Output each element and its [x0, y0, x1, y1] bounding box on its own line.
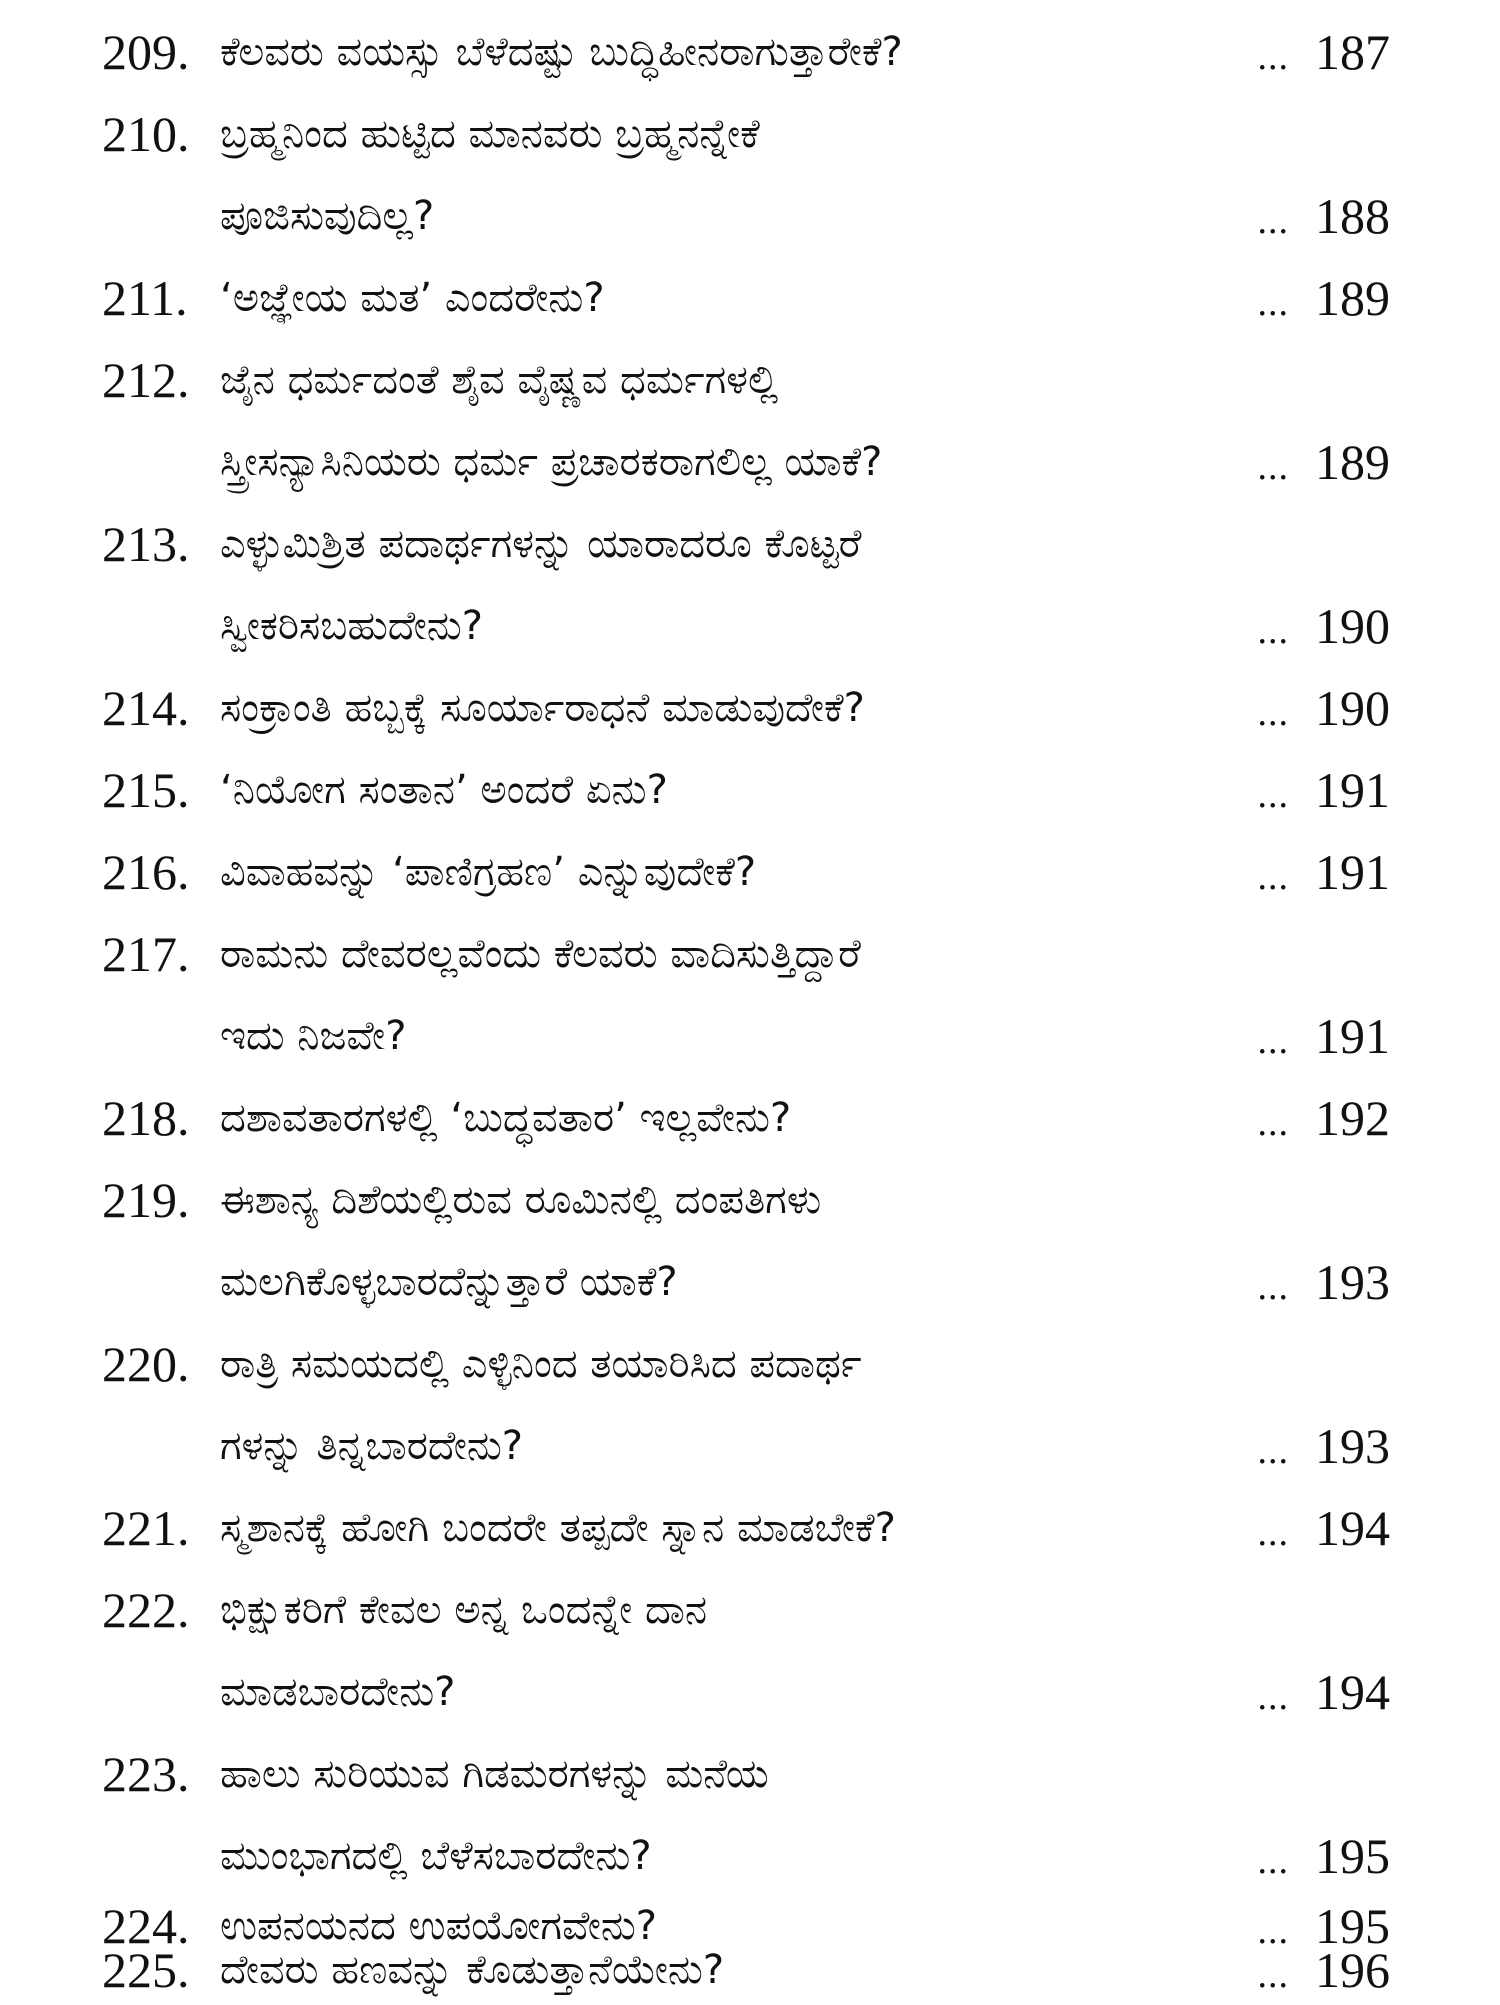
toc-entry-218 [0, 1080, 1500, 1162]
page-number: 190 [1315, 598, 1390, 654]
entry-number: 213. [102, 516, 190, 572]
toc-entry-215 [0, 752, 1500, 834]
entry-page-ref [1258, 1006, 1391, 1071]
leader-dots: ... [1257, 1430, 1289, 1472]
entry-question: ಭಿಕ್ಷುಕರಿಗೆ ಕೇವಲ ಅನ್ನ ಒಂದನ್ನೇ ದಾನ [220, 1587, 708, 1633]
entry-question-continued: ಇದು ನಿಜವೇ? [220, 1013, 407, 1059]
entry-question: ದಶಾವತಾರಗಳಲ್ಲಿ ‘ಬುದ್ಧವತಾರ’ ಇಲ್ಲವೇನು? [220, 1095, 792, 1141]
entry-question: ವಿವಾಹವನ್ನು ‘ಪಾಣಿಗ್ರಹಣ’ ಎನ್ನುವುದೇಕೆ? [220, 849, 757, 895]
toc-entry-223-cont [0, 1818, 1500, 1900]
page-number: 191 [1315, 762, 1390, 818]
toc-entry-213-cont [0, 588, 1500, 670]
page-number: 193 [1315, 1418, 1390, 1474]
toc-entry-211 [0, 260, 1500, 342]
leader-dots: ... [1257, 1102, 1289, 1144]
toc-entry-214 [0, 670, 1500, 752]
entry-question-continued: ಮುಂಭಾಗದಲ್ಲಿ ಬೆಳೆಸಬಾರದೇನು? [220, 1833, 652, 1879]
leader-dots: ... [1257, 1266, 1289, 1308]
entry-page-ref [1258, 596, 1391, 661]
entry-number: 214. [102, 680, 190, 736]
toc-entry-213 [0, 506, 1500, 588]
entry-number: 210. [102, 106, 190, 162]
entry-number: 215. [102, 762, 190, 818]
leader-dots: ... [1257, 610, 1289, 652]
page-number: 191 [1315, 844, 1390, 900]
entry-question: ಜೈನ ಧರ್ಮದಂತೆ ಶೈವ ವೈಷ್ಣವ ಧರ್ಮಗಳಲ್ಲಿ [220, 357, 779, 403]
leader-dots: ... [1257, 856, 1289, 898]
page-number: 196 [1315, 1942, 1390, 1998]
page-number: 193 [1315, 1254, 1390, 1310]
leader-dots: ... [1257, 1020, 1289, 1062]
entry-question: ‘ನಿಯೋಗ ಸಂತಾನ’ ಅಂದರೆ ಏನು? [220, 767, 668, 813]
entry-question-continued: ಸ್ವೀಕರಿಸಬಹುದೇನು? [220, 603, 483, 649]
entry-question: ಎಳ್ಳುಮಿಶ್ರಿತ ಪದಾರ್ಥಗಳನ್ನು ಯಾರಾದರೂ ಕೊಟ್ಟರೆ [220, 521, 862, 567]
page-number: 194 [1315, 1664, 1390, 1720]
entry-number: 223. [102, 1746, 190, 1802]
page-number: 188 [1315, 188, 1390, 244]
toc-entry-219 [0, 1162, 1500, 1244]
leader-dots: ... [1257, 1676, 1289, 1718]
leader-dots: ... [1257, 1840, 1289, 1882]
entry-number: 222. [102, 1582, 190, 1638]
entry-number: 218. [102, 1090, 190, 1146]
page-number: 194 [1315, 1500, 1390, 1556]
entry-page-ref [1258, 1940, 1391, 2005]
entry-page-ref [1258, 22, 1391, 87]
toc-entry-225 [0, 1942, 1500, 2000]
entry-question: ಹಾಲು ಸುರಿಯುವ ಗಿಡಮರಗಳನ್ನು ಮನೆಯ [220, 1751, 769, 1797]
entry-number: 219. [102, 1172, 190, 1228]
entry-question: ರಾಮನು ದೇವರಲ್ಲವೆಂದು ಕೆಲವರು ವಾದಿಸುತ್ತಿದ್ದಾರೆ [220, 931, 861, 977]
entry-question-continued: ಮಾಡಬಾರದೇನು? [220, 1669, 456, 1715]
leader-dots: ... [1257, 1910, 1289, 1952]
page-number: 189 [1315, 270, 1390, 326]
leader-dots: ... [1257, 774, 1289, 816]
toc-entry-222-cont [0, 1654, 1500, 1736]
entry-question: ಈಶಾನ್ಯ ದಿಶೆಯಲ್ಲಿರುವ ರೂಮಿನಲ್ಲಿ ದಂಪತಿಗಳು [220, 1177, 822, 1223]
entry-page-ref [1258, 1252, 1391, 1317]
entry-number: 209. [102, 24, 190, 80]
toc-entry-222 [0, 1572, 1500, 1654]
toc-entry-221 [0, 1490, 1500, 1572]
entry-page-ref [1258, 678, 1391, 743]
entry-number: 216. [102, 844, 190, 900]
toc-entry-210 [0, 96, 1500, 178]
toc-entry-220 [0, 1326, 1500, 1408]
leader-dots: ... [1257, 1512, 1289, 1554]
leader-dots: ... [1257, 446, 1289, 488]
entry-question: ರಾತ್ರಿ ಸಮಯದಲ್ಲಿ ಎಳ್ಳಿನಿಂದ ತಯಾರಿಸಿದ ಪದಾರ್ಥ [220, 1341, 862, 1387]
entry-question: ಕೆಲವರು ವಯಸ್ಸು ಬೆಳೆದಷ್ಟು ಬುದ್ಧಿಹೀನರಾಗುತ್ತಾರೇಕೆ? [220, 29, 903, 75]
entry-question: ‘ಅಜ್ಞೇಯ ಮತ’ ಎಂದರೇನು? [220, 275, 605, 321]
toc-entry-212-cont [0, 424, 1500, 506]
entry-page-ref [1258, 1826, 1391, 1891]
toc-entry-212 [0, 342, 1500, 424]
toc-entry-223 [0, 1736, 1500, 1818]
toc-entry-219-cont [0, 1244, 1500, 1326]
entry-page-ref [1258, 1088, 1391, 1153]
entry-number: 211. [102, 270, 188, 326]
entry-number: 217. [102, 926, 190, 982]
entry-question: ಸ್ಮಶಾನಕ್ಕೆ ಹೋಗಿ ಬಂದರೇ ತಪ್ಪದೇ ಸ್ನಾನ ಮಾಡಬೇಕೆ? [220, 1505, 896, 1551]
leader-dots: ... [1257, 200, 1289, 242]
toc-entry-220-cont [0, 1408, 1500, 1490]
entry-number: 221. [102, 1500, 190, 1556]
page-number: 190 [1315, 680, 1390, 736]
entry-page-ref [1258, 432, 1391, 497]
page-number: 195 [1315, 1898, 1390, 1954]
page-number: 195 [1315, 1828, 1390, 1884]
entry-page-ref [1258, 186, 1391, 251]
toc-entry-217-cont [0, 998, 1500, 1080]
toc-entry-217 [0, 916, 1500, 998]
page-number: 191 [1315, 1008, 1390, 1064]
entry-question-continued: ಮಲಗಿಕೊಳ್ಳಬಾರದೆನ್ನುತ್ತಾರೆ ಯಾಕೆ? [220, 1259, 678, 1305]
entry-question-continued: ಪೂಜಿಸುವುದಿಲ್ಲ? [220, 193, 435, 239]
entry-question: ದೇವರು ಹಣವನ್ನು ಕೊಡುತ್ತಾನೆಯೇನು? [220, 1947, 725, 1993]
entry-page-ref [1258, 842, 1391, 907]
leader-dots: ... [1257, 1954, 1289, 1996]
entry-question: ಸಂಕ್ರಾಂತಿ ಹಬ್ಬಕ್ಕೆ ಸೂರ್ಯಾರಾಧನೆ ಮಾಡುವುದೇಕೆ? [220, 685, 865, 731]
leader-dots: ... [1257, 282, 1289, 324]
entry-page-ref [1258, 1498, 1391, 1563]
toc-entry-209 [0, 14, 1500, 96]
entry-question-continued: ಗಳನ್ನು ತಿನ್ನಬಾರದೇನು? [220, 1423, 524, 1469]
entry-page-ref [1258, 268, 1391, 333]
toc-entry-210-cont [0, 178, 1500, 260]
page-number: 192 [1315, 1090, 1390, 1146]
entry-page-ref [1258, 1662, 1391, 1727]
leader-dots: ... [1257, 692, 1289, 734]
entry-number: 220. [102, 1336, 190, 1392]
entry-number: 212. [102, 352, 190, 408]
leader-dots: ... [1257, 36, 1289, 78]
entry-question-continued: ಸ್ತ್ರೀಸನ್ಯಾಸಿನಿಯರು ಧರ್ಮ ಪ್ರಚಾರಕರಾಗಲಿಲ್ಲ ಯಾಕೆ? [220, 439, 883, 485]
entry-number: 225. [102, 1942, 190, 1998]
page-number: 187 [1315, 24, 1390, 80]
entry-number: 224. [102, 1898, 190, 1954]
entry-page-ref [1258, 1416, 1391, 1481]
entry-question: ಬ್ರಹ್ಮನಿಂದ ಹುಟ್ಟಿದ ಮಾನವರು ಬ್ರಹ್ಮನನ್ನೇಕೆ [220, 111, 760, 157]
toc-entry-216 [0, 834, 1500, 916]
entry-question: ಉಪನಯನದ ಉಪಯೋಗವೇನು? [220, 1903, 658, 1949]
entry-page-ref [1258, 760, 1391, 825]
page-number: 189 [1315, 434, 1390, 490]
